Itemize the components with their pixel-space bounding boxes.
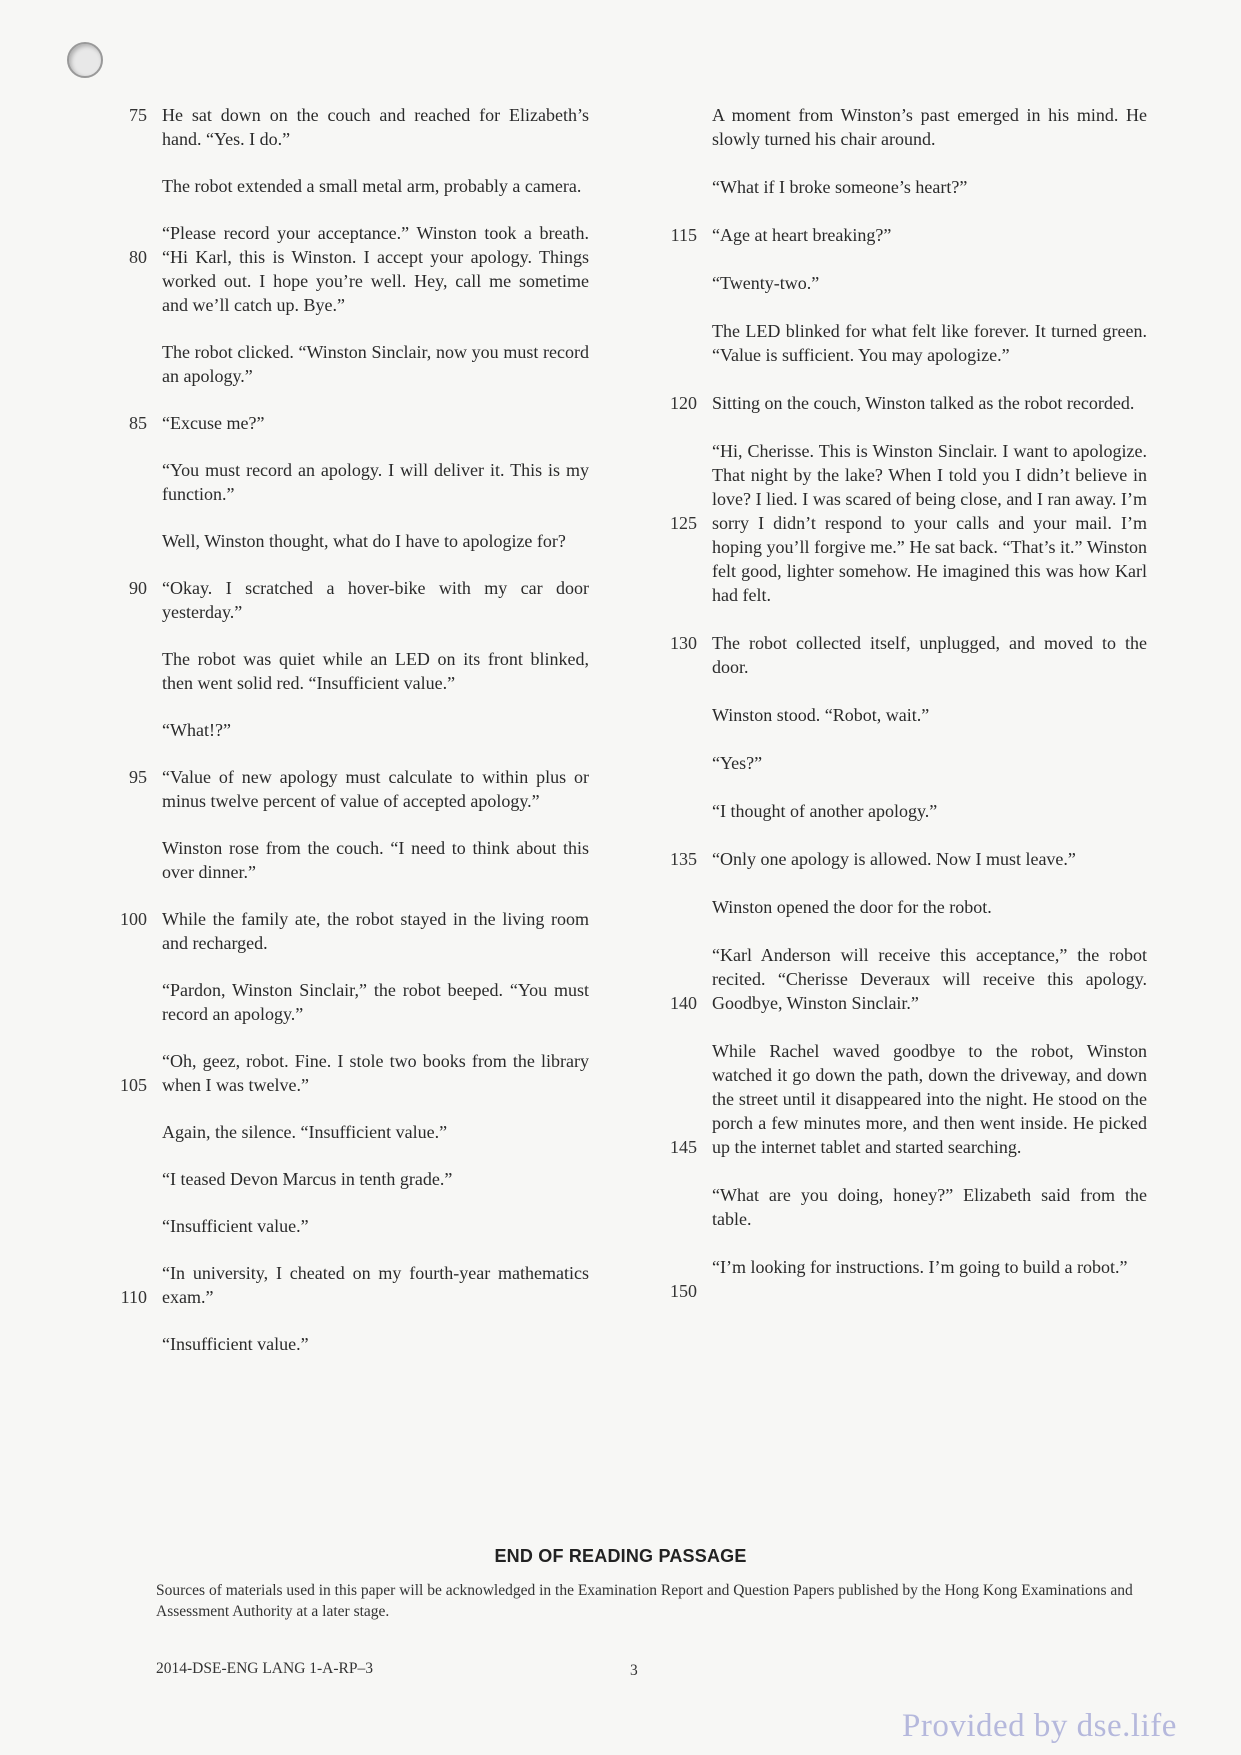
line-number: 130	[670, 633, 697, 653]
paragraph: 115 “Age at heart breaking?”	[712, 223, 1147, 247]
paragraph: 105 “Oh, geez, robot. Fine. I stole two books from the library when I was twelve.”	[162, 1049, 589, 1097]
right-column	[670, 103, 1147, 1303]
paragraph: 125 “Hi, Cherisse. This is Winston Sinclair. I want to apologize. That night by the lake? When I told you I didn’t believe in love? I lied. I was scared of being close, and I ran away. I’m sorry I didn’t respond to your calls and your mail. I’m hoping you’ll forgive me.” He sat back. “That’s it.” Winston felt good, lighter somehow. He imagined this was how Karl had felt.	[712, 439, 1147, 607]
paragraph: 100 While the family ate, the robot stayed in the living room and recharged.	[162, 907, 589, 955]
paragraph: “I teased Devon Marcus in tenth grade.”	[162, 1169, 453, 1189]
line-number: 80	[129, 247, 147, 267]
punch-hole	[67, 42, 103, 78]
paragraph: 90 “Okay. I scratched a hover-bike with my car door yesterday.”	[162, 576, 589, 624]
paragraph: Again, the silence. “Insufficient value.”	[162, 1122, 448, 1142]
watermark: Provided by dse.life	[902, 1708, 1177, 1744]
paragraph: The robot clicked. “Winston Sinclair, now you must record an apology.”	[162, 342, 589, 386]
left-column	[120, 103, 589, 1379]
paragraph: The robot was quiet while an LED on its front blinked, then went solid red. “Insufficient value.”	[162, 649, 589, 693]
paragraph: “You must record an apology. I will deliver it. This is my function.”	[162, 460, 589, 504]
line-number: 90	[129, 578, 147, 598]
paragraph: 80 “Please record your acceptance.” Winston took a breath. “Hi Karl, this is Winston. I accept your apology. Things worked out. I hope you’re well. Hey, call me sometime and we’ll catch up. Bye.”	[162, 221, 589, 317]
line-number: 105	[120, 1075, 147, 1095]
line-number: 135	[670, 849, 697, 869]
paragraph: “What if I broke someone’s heart?”	[712, 177, 968, 197]
line-number: 115	[670, 225, 697, 245]
paragraph: Well, Winston thought, what do I have to apologize for?	[162, 531, 566, 551]
line-number: 100	[120, 909, 147, 929]
paragraph: The LED blinked for what felt like forever. It turned green. “Value is sufficient. You may apologize.”	[712, 321, 1147, 365]
page-number: 3	[630, 1662, 638, 1679]
paragraph: 95 “Value of new apology must calculate to within plus or minus twelve percent of value of accepted apology.”	[162, 765, 589, 813]
paragraph: Winston stood. “Robot, wait.”	[712, 705, 930, 725]
paragraph: “Insufficient value.”	[162, 1216, 309, 1236]
paragraph: “Pardon, Winston Sinclair,” the robot beeped. “You must record an apology.”	[162, 980, 589, 1024]
paragraph: Winston rose from the couch. “I need to think about this over dinner.”	[162, 838, 589, 882]
line-number: 75	[129, 105, 147, 125]
paragraph: “Yes?”	[712, 753, 763, 773]
paragraph: 85 “Excuse me?”	[162, 411, 589, 435]
paragraph: 110 “In university, I cheated on my fourth-year mathematics exam.”	[162, 1261, 589, 1309]
line-number: 140	[670, 993, 697, 1013]
line-number: 120	[670, 393, 697, 413]
paragraph: 145 While Rachel waved goodbye to the robot, Winston watched it go down the path, down the driveway, and down the street until it disappeared into the night. He stood on the porch a few minutes more, and then went inside. He picked up the internet tablet and started searching.	[712, 1039, 1147, 1159]
end-of-passage-heading: END OF READING PASSAGE	[494, 1546, 747, 1566]
paragraph: 130 The robot collected itself, unplugged, and moved to the door.	[712, 631, 1147, 679]
line-number: 150	[670, 1281, 697, 1301]
paragraph: “What!?”	[162, 720, 231, 740]
line-number: 110	[120, 1287, 147, 1307]
paragraph: 150 “I’m looking for instructions. I’m going to build a robot.”	[712, 1255, 1147, 1279]
sources-note: Sources of materials used in this paper will be acknowledged in the Examination Report and Question Papers published by the Hong Kong Examinations and Assessment Authority at a later stage.	[156, 1582, 1133, 1620]
paragraph: “Twenty-two.”	[712, 273, 820, 293]
paragraph: 135 “Only one apology is allowed. Now I must leave.”	[712, 847, 1147, 871]
line-number: 85	[129, 413, 147, 433]
paragraph: “What are you doing, honey?” Elizabeth said from the table.	[712, 1185, 1147, 1229]
paragraph: 120 Sitting on the couch, Winston talked as the robot recorded.	[712, 391, 1147, 415]
paragraph: A moment from Winston’s past emerged in his mind. He slowly turned his chair around.	[712, 105, 1147, 149]
paper-code: 2014-DSE-ENG LANG 1-A-RP–3	[156, 1660, 373, 1677]
line-number: 125	[670, 513, 697, 533]
paragraph: “I thought of another apology.”	[712, 801, 938, 821]
line-number: 95	[129, 767, 147, 787]
paragraph: The robot extended a small metal arm, probably a camera.	[162, 176, 582, 196]
line-number: 145	[670, 1137, 697, 1157]
paragraph: 75 He sat down on the couch and reached for Elizabeth’s hand. “Yes. I do.”	[162, 103, 589, 151]
paragraph: “Insufficient value.”	[162, 1334, 309, 1354]
paragraph: Winston opened the door for the robot.	[712, 897, 992, 917]
paragraph: 140 “Karl Anderson will receive this acceptance,” the robot recited. “Cherisse Deveraux will receive this apology. Goodbye, Winston Sinclair.”	[712, 943, 1147, 1015]
